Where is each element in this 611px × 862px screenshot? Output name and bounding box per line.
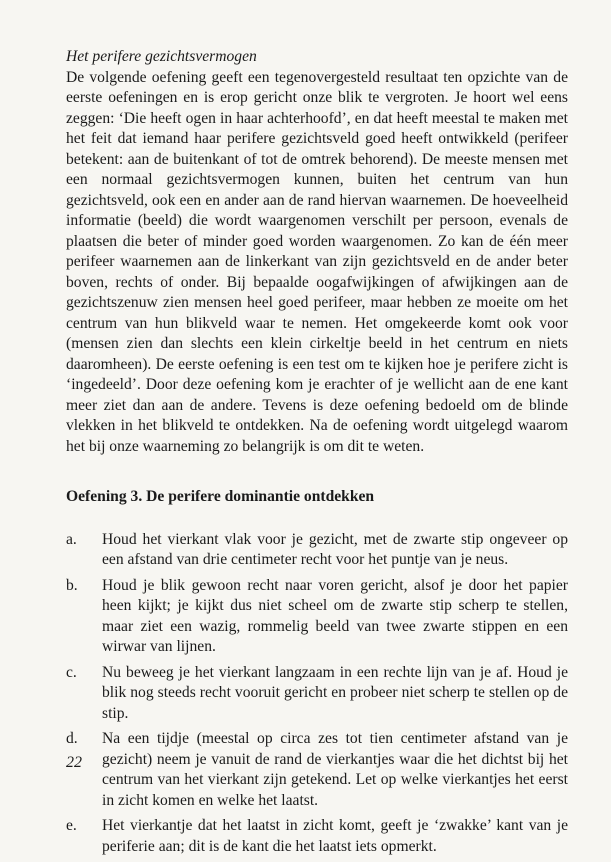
intro-paragraph: De volgende oefening geeft een tegenovergesteld resultaat ten opzichte van de eerste oefeningen en is erop gericht onze blik te vergroten. Je hoort wel eens zeggen: ‘Die heeft ogen in haar achterhoofd’, en dat heeft meestal te maken met het feit dat iemand haar perifere gezichtsveld goed heeft ontwikkeld (perifeer betekent: aan de buitenkant of tot de omtrek behorend). De meeste mensen met een normaal gezichtsvermogen kunnen, buiten het centrum van hun gezichtsveld, ook een en ander aan de rand hiervan waarnemen. De hoeveelheid informatie (beeld) die wordt waargenomen verschilt per persoon, evenals de plaatsen die beter of minder goed worden waargenomen. Zo kan de één meer perifeer waarnemen aan de linkerkant van zijn gezichtsveld en de ander beter boven, rechts of onder. Bij bepaalde oogafwijkingen of afwijkingen aan de gezichtszenuw zien mensen heel goed perifeer, maar hebben ze moeite om het centrum van hun blikveld waar te nemen. Het omgekeerde komt ook voor (mensen zien dan slechts een klein cirkeltje beeld in het centrum en niets daaromheen). De eerste oefening is een test om te kijken hoe je perifere zicht is ‘ingedeeld’. Door deze oefening kom je erachter of je wellicht aan de ene kant meer ziet dan aan de andere. Tevens is deze oefening bedoeld om de blinde vlekken in het blikveld te ontdekken. Na de oefening wordt uitgelegd waarom het bij onze waarneming zo belangrijk is om dit te weten. [66,68,568,455]
step-text: Houd je blik gewoon recht naar voren gericht, alsof je door het papier heen kijkt; je kijkt dus niet scheel om de zwarte stip scherp te stellen, maar ziet een wazig, rommelig beeld van twee zwarte stippen en een wirwar van lijnen. [102,576,568,655]
exercise-step-b [66,576,568,658]
step-letter: e. [66,817,77,834]
exercise-step-a [66,530,568,571]
step-text: Het vierkantje dat het laatst in zicht komt, geeft je ‘zwakke’ kant van je periferie aan; dit is de kant die het laatst iets opmerkt. [102,817,568,855]
step-text: Na een tijdje (meestal op circa zes tot tien centimeter afstand van je gezicht) neem je vanuit de rand de vierkantjes waar die het dichtst bij het centrum van het vierkant zijn getekend. Let op welke vierkantjes het eerst in zicht komen en welke het laatst. [102,730,568,809]
exercise-title: Oefening 3. De perifere dominantie ontdekken [66,488,375,505]
step-letter: c. [66,663,77,681]
exercise-step-e [66,816,568,857]
step-text: Houd het vierkant vlak voor je gezicht, met de zwarte stip ongeveer op een afstand van drie centimeter recht voor het puntje van je neus. [102,530,568,568]
step-letter: d. [66,730,78,747]
exercise-step-c [66,663,568,725]
exercise-step-d [66,729,568,811]
step-letter: a. [66,530,77,548]
page-content [66,47,568,862]
page-number: 22 [66,754,82,771]
step-letter: b. [66,576,78,594]
exercise-steps-list [66,530,568,858]
section-heading: Het perifere gezichtsvermogen [66,48,257,65]
step-text: Nu beweeg je het vierkant langzaam in een rechte lijn van je af. Houd je blik nog steeds recht vooruit gericht en probeer niet scherp te stellen op de stip. [102,663,568,722]
